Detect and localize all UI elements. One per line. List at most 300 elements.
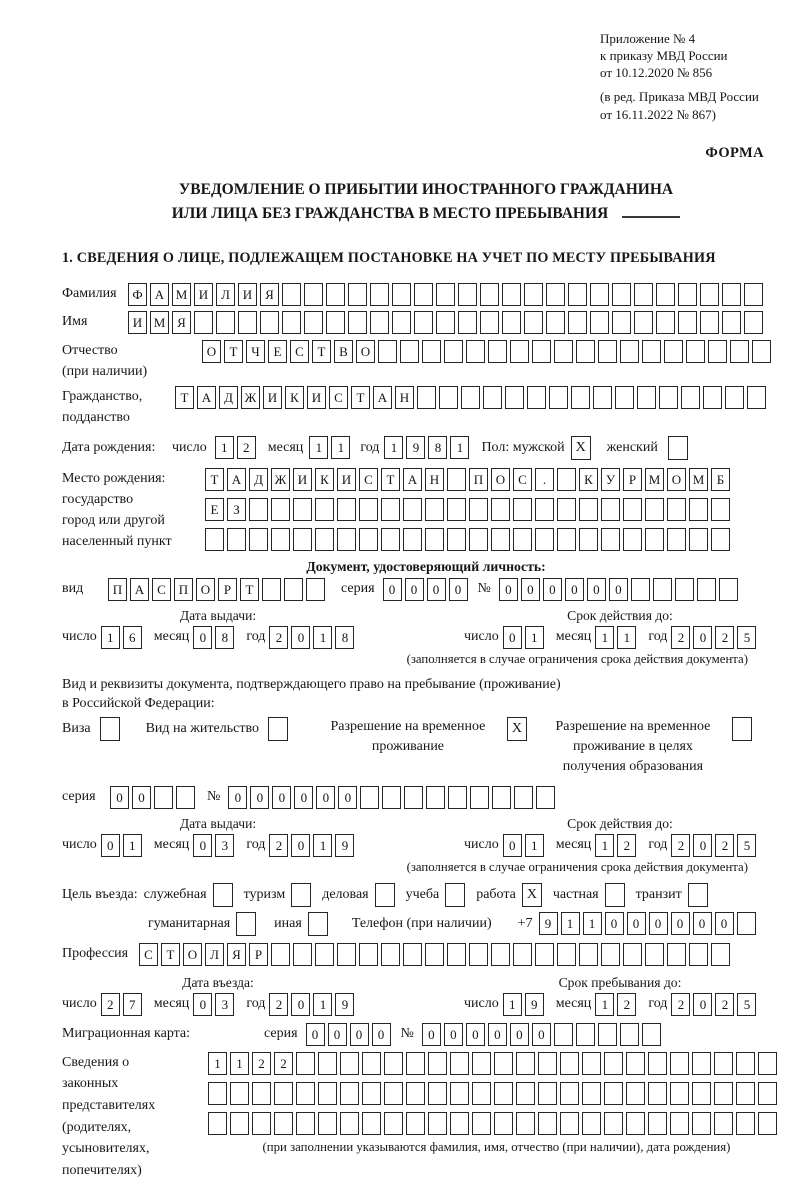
form-cell[interactable]: 0 [422,1023,441,1046]
form-cell[interactable] [568,283,587,306]
form-cell[interactable] [406,1082,425,1105]
form-cell[interactable] [472,1052,491,1075]
form-cell[interactable]: 0 [715,912,734,935]
form-cell[interactable] [340,1082,359,1105]
form-cell[interactable] [362,1082,381,1105]
form-cell[interactable]: 1 [123,834,142,857]
form-cell[interactable] [667,528,686,551]
form-cell[interactable]: 2 [617,834,636,857]
form-cell[interactable]: П [108,578,127,601]
form-cell[interactable] [725,386,744,409]
form-cell[interactable] [382,786,401,809]
form-cell[interactable] [483,386,502,409]
form-cell[interactable]: И [128,311,147,334]
form-cell[interactable] [648,1052,667,1075]
form-cell[interactable] [406,1112,425,1135]
form-cell[interactable] [359,528,378,551]
form-cell[interactable] [648,1082,667,1105]
form-cell[interactable]: 0 [503,834,522,857]
form-cell[interactable]: 0 [316,786,335,809]
form-cell[interactable] [282,283,301,306]
form-cell[interactable]: 0 [272,786,291,809]
form-cell[interactable] [708,340,727,363]
form-cell[interactable] [436,311,455,334]
form-cell[interactable] [642,340,661,363]
form-cell[interactable] [384,1112,403,1135]
form-cell[interactable] [491,498,510,521]
form-cell[interactable] [598,1023,617,1046]
form-cell[interactable] [236,912,256,936]
form-cell[interactable] [557,498,576,521]
form-cell[interactable]: 1 [313,626,332,649]
form-cell[interactable]: 2 [671,626,690,649]
form-cell[interactable]: М [645,468,664,491]
form-cell[interactable] [480,311,499,334]
form-cell[interactable]: 0 [193,834,212,857]
form-cell[interactable] [428,1112,447,1135]
form-cell[interactable]: 1 [230,1052,249,1075]
form-cell[interactable] [700,283,719,306]
form-cell[interactable] [414,283,433,306]
form-cell[interactable] [623,498,642,521]
form-cell[interactable] [675,578,694,601]
form-cell[interactable]: 0 [693,912,712,935]
form-cell[interactable] [348,283,367,306]
form-cell[interactable] [554,340,573,363]
form-cell[interactable] [527,386,546,409]
form-cell[interactable] [736,1082,755,1105]
form-cell[interactable] [700,311,719,334]
form-cell[interactable]: Ж [241,386,260,409]
form-cell[interactable] [268,717,288,741]
form-cell[interactable]: Д [219,386,238,409]
form-cell[interactable]: 0 [627,912,646,935]
form-cell[interactable] [450,1052,469,1075]
form-cell[interactable] [458,311,477,334]
form-cell[interactable] [670,1082,689,1105]
form-cell[interactable]: 0 [193,626,212,649]
form-cell[interactable] [689,498,708,521]
form-cell[interactable] [340,1052,359,1075]
form-cell[interactable] [216,311,235,334]
form-cell[interactable]: И [194,283,213,306]
form-cell[interactable] [598,340,617,363]
form-cell[interactable]: Н [425,468,444,491]
form-cell[interactable]: 2 [237,436,256,459]
form-cell[interactable]: 5 [737,993,756,1016]
form-cell[interactable]: 0 [488,1023,507,1046]
form-cell[interactable]: 2 [101,993,120,1016]
form-cell[interactable]: Т [205,468,224,491]
form-cell[interactable]: 1 [503,993,522,1016]
form-cell[interactable] [370,311,389,334]
form-cell[interactable]: Ч [246,340,265,363]
form-cell[interactable] [404,786,423,809]
form-cell[interactable] [605,883,625,907]
form-cell[interactable] [656,283,675,306]
form-cell[interactable] [213,883,233,907]
form-cell[interactable] [752,340,771,363]
form-cell[interactable]: 9 [539,912,558,935]
form-cell[interactable] [315,498,334,521]
form-cell[interactable] [439,386,458,409]
form-cell[interactable] [664,340,683,363]
form-cell[interactable] [337,498,356,521]
form-cell[interactable]: М [689,468,708,491]
form-cell[interactable] [538,1052,557,1075]
form-cell[interactable] [620,340,639,363]
form-cell[interactable]: 0 [306,1023,325,1046]
form-cell[interactable]: И [293,468,312,491]
form-cell[interactable] [571,386,590,409]
form-cell[interactable] [359,943,378,966]
form-cell[interactable]: 1 [208,1052,227,1075]
form-cell[interactable] [340,1112,359,1135]
form-cell[interactable]: М [150,311,169,334]
form-cell[interactable]: 0 [132,786,151,809]
form-cell[interactable]: 0 [250,786,269,809]
form-cell[interactable] [612,283,631,306]
form-cell[interactable] [337,528,356,551]
form-cell[interactable]: 0 [449,578,468,601]
form-cell[interactable] [711,498,730,521]
form-cell[interactable] [524,283,543,306]
form-cell[interactable] [668,436,688,460]
form-cell[interactable] [604,1052,623,1075]
form-cell[interactable] [604,1082,623,1105]
form-cell[interactable] [378,340,397,363]
form-cell[interactable] [422,340,441,363]
form-cell[interactable] [271,498,290,521]
form-cell[interactable] [620,1023,639,1046]
form-cell[interactable] [737,912,756,935]
form-cell[interactable] [546,283,565,306]
form-cell[interactable]: 1 [525,626,544,649]
form-cell[interactable]: 0 [405,578,424,601]
form-cell[interactable] [469,943,488,966]
form-cell[interactable]: И [307,386,326,409]
form-cell[interactable]: 8 [428,436,447,459]
form-cell[interactable] [194,311,213,334]
form-cell[interactable] [601,498,620,521]
form-cell[interactable] [532,340,551,363]
form-cell[interactable] [100,717,120,741]
form-cell[interactable]: Д [249,468,268,491]
form-cell[interactable] [513,498,532,521]
form-cell[interactable]: Л [205,943,224,966]
form-cell[interactable] [626,1052,645,1075]
form-cell[interactable] [590,283,609,306]
form-cell[interactable]: 0 [328,1023,347,1046]
form-cell[interactable]: 1 [595,834,614,857]
form-cell[interactable] [444,340,463,363]
form-cell[interactable]: 2 [269,626,288,649]
form-cell[interactable]: 2 [715,626,734,649]
form-cell[interactable]: О [667,468,686,491]
form-cell[interactable] [472,1112,491,1135]
form-cell[interactable]: 0 [693,993,712,1016]
form-cell[interactable] [260,311,279,334]
form-cell[interactable]: 3 [215,993,234,1016]
form-cell[interactable]: 0 [532,1023,551,1046]
form-cell[interactable] [732,717,752,741]
form-cell[interactable]: У [601,468,620,491]
form-cell[interactable]: 2 [269,834,288,857]
form-cell[interactable] [634,283,653,306]
form-cell[interactable]: 8 [215,626,234,649]
form-cell[interactable] [461,386,480,409]
form-cell[interactable] [758,1052,777,1075]
form-cell[interactable]: Р [249,943,268,966]
form-cell[interactable] [590,311,609,334]
form-cell[interactable]: 0 [605,912,624,935]
form-cell[interactable] [711,528,730,551]
form-cell[interactable] [282,311,301,334]
form-cell[interactable] [472,1082,491,1105]
form-cell[interactable] [670,1112,689,1135]
form-cell[interactable]: 1 [215,436,234,459]
form-cell[interactable]: С [359,468,378,491]
form-cell[interactable] [631,578,650,601]
form-cell[interactable] [392,311,411,334]
form-cell[interactable] [535,498,554,521]
form-cell[interactable] [722,311,741,334]
form-cell[interactable]: К [285,386,304,409]
form-cell[interactable] [284,578,303,601]
form-cell[interactable] [667,498,686,521]
form-cell[interactable] [692,1052,711,1075]
form-cell[interactable] [648,1112,667,1135]
form-cell[interactable] [291,883,311,907]
form-cell[interactable]: И [263,386,282,409]
form-cell[interactable] [554,1023,573,1046]
form-cell[interactable] [249,498,268,521]
form-cell[interactable]: Е [268,340,287,363]
form-cell[interactable]: 2 [252,1052,271,1075]
form-cell[interactable] [227,528,246,551]
form-cell[interactable]: X [571,436,591,460]
form-cell[interactable] [513,528,532,551]
form-cell[interactable] [447,498,466,521]
form-cell[interactable]: 0 [693,834,712,857]
form-cell[interactable] [469,498,488,521]
form-cell[interactable] [692,1112,711,1135]
form-cell[interactable]: Ж [271,468,290,491]
form-cell[interactable]: О [491,468,510,491]
form-cell[interactable]: 0 [228,786,247,809]
form-cell[interactable] [703,386,722,409]
form-cell[interactable]: 0 [587,578,606,601]
form-cell[interactable] [425,498,444,521]
form-cell[interactable]: Т [351,386,370,409]
form-cell[interactable] [642,1023,661,1046]
form-cell[interactable]: 0 [503,626,522,649]
form-cell[interactable] [249,528,268,551]
form-cell[interactable]: А [150,283,169,306]
form-cell[interactable] [637,386,656,409]
form-cell[interactable] [494,1082,513,1105]
form-cell[interactable]: Р [623,468,642,491]
form-cell[interactable] [450,1082,469,1105]
form-cell[interactable] [623,528,642,551]
form-cell[interactable] [714,1052,733,1075]
form-cell[interactable]: 5 [737,626,756,649]
form-cell[interactable] [579,528,598,551]
form-cell[interactable] [400,340,419,363]
form-cell[interactable] [711,943,730,966]
form-cell[interactable]: X [507,717,527,741]
form-cell[interactable] [626,1112,645,1135]
form-cell[interactable] [623,943,642,966]
form-cell[interactable]: Т [312,340,331,363]
form-cell[interactable]: 2 [617,993,636,1016]
form-cell[interactable] [403,528,422,551]
form-cell[interactable]: А [197,386,216,409]
form-cell[interactable] [626,1082,645,1105]
form-cell[interactable] [645,528,664,551]
form-cell[interactable] [689,943,708,966]
form-cell[interactable] [315,528,334,551]
form-cell[interactable] [688,883,708,907]
form-cell[interactable]: 9 [525,993,544,1016]
form-cell[interactable] [480,283,499,306]
form-cell[interactable] [719,578,738,601]
form-cell[interactable]: 3 [215,834,234,857]
form-cell[interactable] [678,283,697,306]
form-cell[interactable] [296,1052,315,1075]
form-cell[interactable]: Я [260,283,279,306]
form-cell[interactable]: 1 [313,993,332,1016]
form-cell[interactable] [318,1112,337,1135]
form-cell[interactable] [524,311,543,334]
form-cell[interactable]: 2 [269,993,288,1016]
form-cell[interactable] [593,386,612,409]
form-cell[interactable]: 1 [384,436,403,459]
form-cell[interactable]: 0 [565,578,584,601]
form-cell[interactable] [362,1112,381,1135]
form-cell[interactable] [414,311,433,334]
form-cell[interactable] [447,528,466,551]
form-cell[interactable]: А [227,468,246,491]
form-cell[interactable] [154,786,173,809]
form-cell[interactable] [758,1082,777,1105]
form-cell[interactable]: Е [205,498,224,521]
form-cell[interactable] [502,311,521,334]
form-cell[interactable] [403,943,422,966]
form-cell[interactable] [634,311,653,334]
form-cell[interactable]: 1 [595,993,614,1016]
form-cell[interactable]: 0 [110,786,129,809]
form-cell[interactable] [425,528,444,551]
form-cell[interactable]: 7 [123,993,142,1016]
form-cell[interactable] [560,1082,579,1105]
form-cell[interactable] [714,1082,733,1105]
form-cell[interactable] [417,386,436,409]
form-cell[interactable]: 0 [510,1023,529,1046]
form-cell[interactable] [370,283,389,306]
form-cell[interactable]: 2 [715,993,734,1016]
form-cell[interactable] [612,311,631,334]
form-cell[interactable] [670,1052,689,1075]
form-cell[interactable]: 0 [291,626,310,649]
form-cell[interactable] [315,943,334,966]
form-cell[interactable] [458,283,477,306]
form-cell[interactable] [296,1112,315,1135]
form-cell[interactable]: 0 [372,1023,391,1046]
form-cell[interactable] [579,943,598,966]
form-cell[interactable]: 0 [427,578,446,601]
form-cell[interactable]: Т [240,578,259,601]
form-cell[interactable] [516,1052,535,1075]
form-cell[interactable]: С [139,943,158,966]
form-cell[interactable] [546,311,565,334]
form-cell[interactable] [645,498,664,521]
form-cell[interactable] [445,883,465,907]
form-cell[interactable]: 0 [609,578,628,601]
form-cell[interactable]: О [356,340,375,363]
form-cell[interactable]: 0 [101,834,120,857]
form-cell[interactable] [428,1082,447,1105]
form-cell[interactable] [359,498,378,521]
form-cell[interactable]: 1 [595,626,614,649]
form-cell[interactable]: О [196,578,215,601]
form-cell[interactable] [601,528,620,551]
form-cell[interactable]: 2 [274,1052,293,1075]
form-cell[interactable] [360,786,379,809]
form-cell[interactable] [384,1052,403,1075]
form-cell[interactable] [318,1052,337,1075]
form-cell[interactable] [736,1112,755,1135]
form-cell[interactable] [306,578,325,601]
form-cell[interactable] [271,528,290,551]
form-cell[interactable]: 0 [294,786,313,809]
form-cell[interactable] [238,311,257,334]
form-cell[interactable] [510,340,529,363]
form-cell[interactable] [304,311,323,334]
form-cell[interactable]: С [152,578,171,601]
form-cell[interactable] [538,1082,557,1105]
form-cell[interactable] [447,943,466,966]
form-cell[interactable]: 2 [671,993,690,1016]
form-cell[interactable] [549,386,568,409]
form-cell[interactable] [447,468,466,491]
form-cell[interactable] [381,528,400,551]
form-cell[interactable] [491,943,510,966]
form-cell[interactable] [582,1082,601,1105]
form-cell[interactable] [686,340,705,363]
form-cell[interactable]: Т [381,468,400,491]
form-cell[interactable] [516,1082,535,1105]
form-cell[interactable] [230,1082,249,1105]
form-cell[interactable] [656,311,675,334]
form-cell[interactable] [557,943,576,966]
form-cell[interactable] [293,943,312,966]
form-cell[interactable]: 0 [671,912,690,935]
form-cell[interactable]: В [334,340,353,363]
form-cell[interactable] [692,1082,711,1105]
form-cell[interactable] [536,786,555,809]
form-cell[interactable]: 0 [350,1023,369,1046]
form-cell[interactable] [406,1052,425,1075]
form-cell[interactable]: 0 [693,626,712,649]
form-cell[interactable] [744,283,763,306]
form-cell[interactable]: 0 [444,1023,463,1046]
form-cell[interactable]: И [238,283,257,306]
form-cell[interactable] [470,786,489,809]
form-cell[interactable] [604,1112,623,1135]
form-cell[interactable] [689,528,708,551]
form-cell[interactable] [653,578,672,601]
